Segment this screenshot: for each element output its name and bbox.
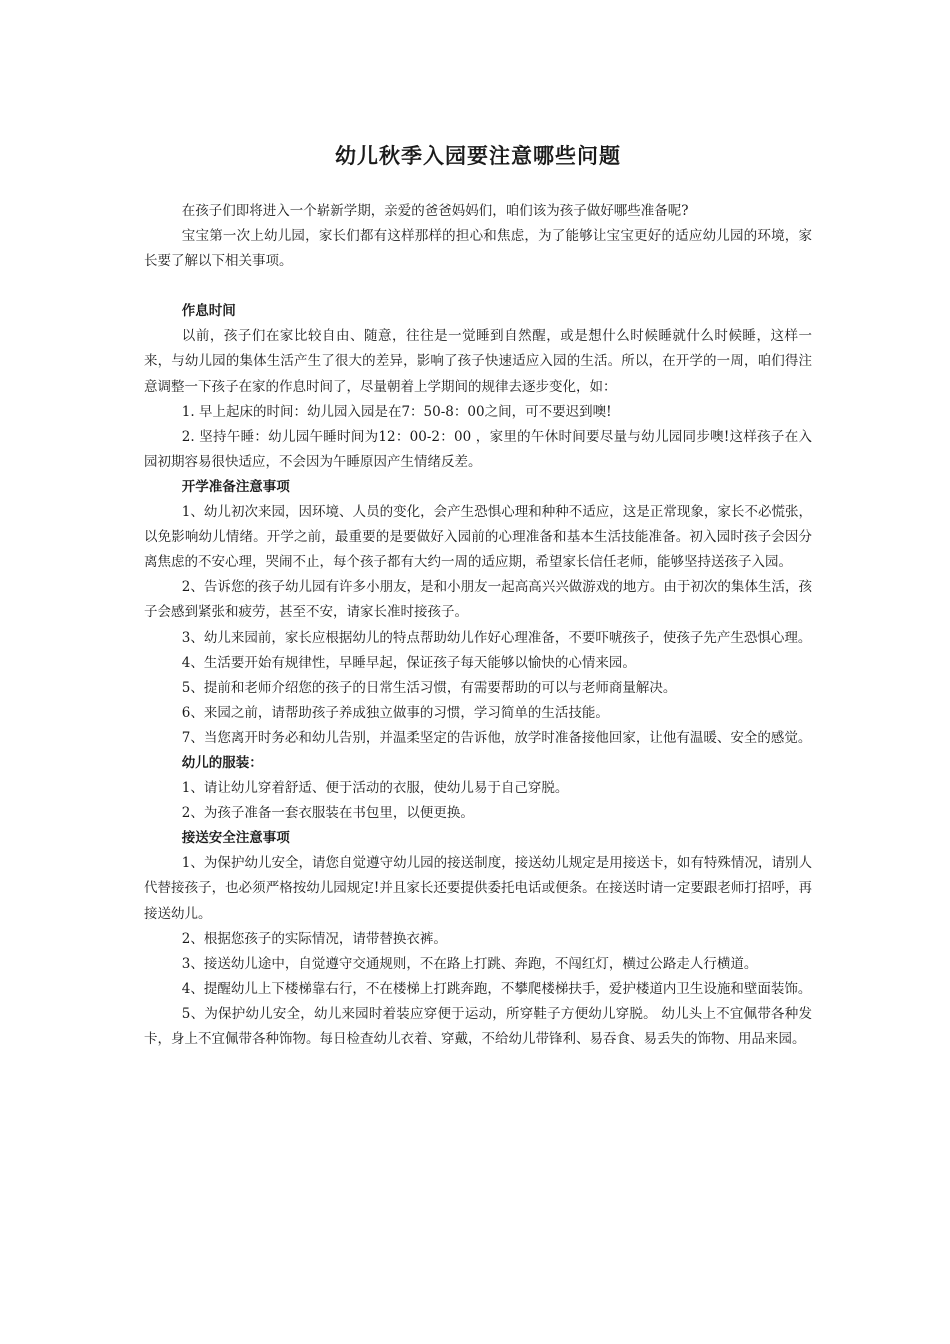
section-heading-clothing: 幼儿的服装： bbox=[181, 754, 263, 771]
section-paragraph: 3、幼儿来园前，家长应根据幼儿的特点帮助幼儿作好心理准备，不要吓唬孩子，使孩子先产生恐惧心理。 bbox=[181, 629, 812, 646]
section-heading-preparation: 开学准备注意事项 bbox=[181, 478, 290, 495]
section-paragraph: 4、提醒幼儿上下楼梯靠右行，不在楼梯上打跳奔跑，不攀爬楼梯扶手，爱护楼道内卫生设施和壁面装饰。 bbox=[181, 980, 812, 997]
section-heading-schedule: 作息时间 bbox=[181, 303, 236, 320]
section-paragraph: 5、为保护幼儿安全，幼儿来园时着装应穿便于运动，所穿鞋子方便幼儿穿脱。 幼儿头上不宜佩带各种发卡，身上不宜佩带各种饰物。每日检查幼儿衣着、穿戴，不给幼儿带锋利、易吞食、易丢失的饰物、用品来园。 bbox=[144, 1005, 812, 1047]
section-paragraph: 2、告诉您的孩子幼儿园有许多小朋友，是和小朋友一起高高兴兴做游戏的地方。由于初次的集体生活，孩子会感到紧张和疲劳，甚至不安，请家长准时接孩子。 bbox=[144, 579, 812, 621]
section-paragraph: 4、生活要开始有规律性，早睡早起，保证孩子每天能够以愉快的心情来园。 bbox=[181, 654, 636, 671]
section-paragraph: 1. 早上起床的时间：幼儿园入园是在7：50-8：00之间，可不要迟到噢! bbox=[181, 403, 612, 420]
paragraph-spacer bbox=[144, 274, 812, 299]
section-paragraph: 1、为保护幼儿安全，请您自觉遵守幼儿园的接送制度，接送幼儿规定是用接送卡，如有特殊情况，请别人代替接孩子，也必须严格按幼儿园规定!并且家长还要提供委托电话或便条。在接送时请一定要跟老师打招呼，再接送幼儿。 bbox=[144, 855, 812, 922]
section-paragraph: 6、来园之前，请帮助孩子养成独立做事的习惯，学习简单的生活技能。 bbox=[181, 704, 609, 721]
section-heading-safety: 接送安全注意事项 bbox=[181, 830, 290, 847]
section-paragraph: 3、接送幼儿途中，自觉遵守交通规则，不在路上打跳、奔跑，不闯红灯，横过公路走人行横道。 bbox=[181, 955, 758, 972]
document-title: 幼儿秋季入园要注意哪些问题 bbox=[335, 144, 621, 168]
section-paragraph: 2、根据您孩子的实际情况，请带替换衣裤。 bbox=[181, 930, 447, 947]
section-paragraph: 2. 坚持午睡：幼儿园午睡时间为12：00-2：00 ，家里的午休时间要尽量与幼儿园同步噢!这样孩子在入园初期容易很快适应，不会因为午睡原因产生情绪反差。 bbox=[144, 428, 812, 470]
section-paragraph: 1、请让幼儿穿着舒适、便于活动的衣服，使幼儿易于自己穿脱。 bbox=[181, 780, 569, 797]
document-body bbox=[144, 199, 812, 1052]
intro-paragraph: 在孩子们即将进入一个崭新学期，亲爱的爸爸妈妈们，咱们该为孩子做好哪些准备呢? bbox=[181, 203, 689, 219]
section-paragraph: 5、提前和老师介绍您的孩子的日常生活习惯，有需要帮助的可以与老师商量解决。 bbox=[181, 679, 677, 696]
section-paragraph: 7、当您离开时务必和幼儿告别，并温柔坚定的告诉他，放学时准备接他回家，让他有温暖、安全的感觉。 bbox=[181, 729, 812, 746]
section-paragraph: 2、为孩子准备一套衣服装在书包里，以便更换。 bbox=[181, 805, 474, 822]
section-paragraph: 1、幼儿初次来园，因环境、人员的变化，会产生恐惧心理和种种不适应，这是正常现象，家长不必慌张，以免影响幼儿情绪。开学之前，最重要的是要做好入园前的心理准备和基本生活技能准备。初入园时孩子会因分离焦虑的不安心理，哭闹不止，每个孩子都有大约一周的适应期，希望家长信任老师，能够坚持送孩子入园。 bbox=[144, 504, 812, 571]
section-paragraph: 以前，孩子们在家比较自由、随意，往往是一觉睡到自然醒，或是想什么时候睡就什么时候睡，这样一来，与幼儿园的集体生活产生了很大的差异，影响了孩子快速适应入园的生活。所以，在开学的一周，咱们得注意调整一下孩子在家的作息时间了，尽量朝着上学期间的规律去逐步变化，如： bbox=[144, 328, 812, 395]
intro-paragraph: 宝宝第一次上幼儿园，家长们都有这样那样的担心和焦虑，为了能够让宝宝更好的适应幼儿园的环境，家长要了解以下相关事项。 bbox=[144, 228, 812, 270]
